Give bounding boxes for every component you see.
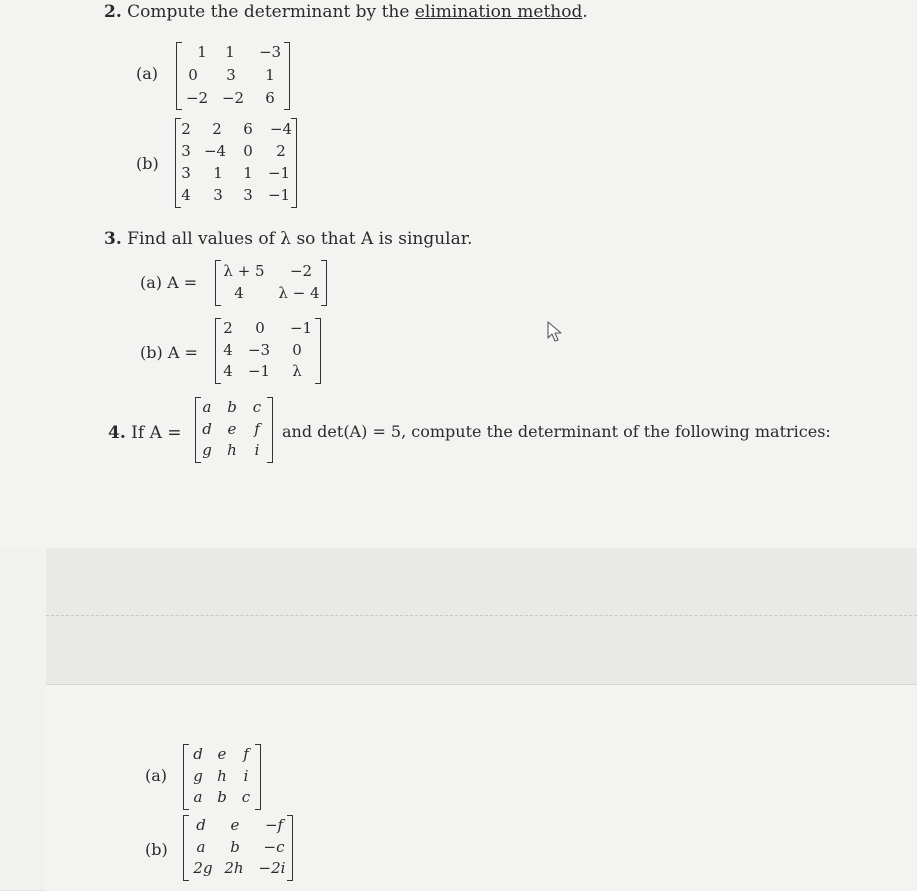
right-bracket (287, 815, 293, 881)
problem-2-period: . (582, 2, 588, 22)
matrix-cell: −4 (269, 120, 293, 138)
matrix-cell: λ − 4 (278, 284, 320, 302)
left-bracket (183, 744, 189, 810)
right-bracket (255, 744, 261, 810)
matrix-cell: 1 (197, 43, 207, 61)
matrix-cell: −4 (203, 142, 227, 160)
page-background (0, 548, 46, 890)
matrix-cell: i (254, 441, 260, 459)
problem-4a-label: (a) (145, 766, 168, 785)
problem-4-number: 4. (108, 423, 126, 443)
problem-2b-label: (b) (136, 154, 159, 173)
matrix-cell: λ + 5 (223, 262, 265, 280)
matrix-cell: λ (292, 362, 302, 380)
matrix-cell: e (230, 816, 240, 834)
matrix-cell: b (217, 788, 227, 806)
left-bracket (176, 42, 182, 110)
matrix-cell: 4 (234, 284, 244, 302)
matrix-cell: g (193, 767, 203, 785)
matrix-cell: 0 (188, 66, 198, 84)
matrix-cell: 3 (213, 186, 223, 204)
matrix-cell: g (202, 441, 212, 459)
problem-3a-label: (a) A = (140, 273, 198, 292)
matrix-cell: c (252, 398, 262, 416)
matrix-cell: d (202, 420, 212, 438)
matrix-cell: i (243, 767, 249, 785)
matrix-cell: −c (263, 838, 285, 856)
dashed-divider (46, 615, 917, 616)
matrix-4-A (195, 397, 273, 463)
matrix-2a (176, 42, 290, 110)
matrix-cell: 3 (243, 186, 253, 204)
matrix-cell: e (217, 745, 227, 763)
matrix-cell: −1 (247, 362, 271, 380)
left-bracket (195, 397, 201, 463)
matrix-cell: b (230, 838, 240, 856)
mouse-pointer-icon (546, 321, 564, 343)
matrix-cell: 6 (243, 120, 253, 138)
matrix-cell: −3 (258, 43, 282, 61)
matrix-cell: 2 (212, 120, 222, 138)
problem-3-heading (104, 229, 472, 249)
matrix-cell: 1 (243, 164, 253, 182)
matrix-cell: 2 (276, 142, 286, 160)
matrix-cell: −2 (289, 262, 313, 280)
matrix-cell: 1 (265, 66, 275, 84)
matrix-cell: 0 (243, 142, 253, 160)
matrix-cell: 4 (223, 341, 233, 359)
problem-2-heading (104, 2, 588, 22)
matrix-cell: 0 (292, 341, 302, 359)
matrix-cell: a (202, 398, 212, 416)
matrix-cell: −2 (185, 89, 209, 107)
matrix-cell: 3 (226, 66, 236, 84)
problem-3-number: 3. (104, 229, 122, 249)
right-bracket (315, 318, 321, 384)
matrix-cell: −1 (267, 164, 291, 182)
matrix-cell: −2 (221, 89, 245, 107)
left-bracket (215, 318, 221, 384)
matrix-cell: 6 (265, 89, 275, 107)
problem-2-number: 2. (104, 2, 122, 22)
problem-2-text: Compute the determinant by the (127, 2, 410, 22)
left-bracket (175, 118, 181, 208)
left-bracket (215, 260, 221, 306)
matrix-cell: d (196, 816, 206, 834)
matrix-cell: −3 (247, 341, 271, 359)
matrix-3b (215, 318, 321, 384)
problem-4-lead: If A = (131, 423, 182, 443)
matrix-2b (175, 118, 297, 208)
matrix-cell: h (217, 767, 227, 785)
problem-4b-label: (b) (145, 840, 168, 859)
elimination-method-link: elimination method (414, 2, 583, 22)
matrix-4b (183, 815, 293, 881)
matrix-cell: f (254, 420, 260, 438)
matrix-cell: 4 (223, 362, 233, 380)
matrix-cell: a (196, 838, 206, 856)
matrix-cell: e (227, 420, 237, 438)
matrix-cell: f (243, 745, 249, 763)
matrix-cell: h (227, 441, 237, 459)
matrix-cell: a (193, 788, 203, 806)
matrix-cell: 1 (213, 164, 223, 182)
problem-3-text: Find all values of λ so that A is singular. (127, 229, 473, 249)
matrix-cell: 3 (181, 142, 191, 160)
problem-4-text: and det(A) = 5, compute the determinant of the following matrices: (282, 422, 831, 441)
right-bracket (284, 42, 290, 110)
matrix-cell: −1 (267, 186, 291, 204)
problem-3b-label: (b) A = (140, 343, 198, 362)
problem-4-heading-lead (108, 423, 182, 443)
left-bracket (183, 815, 189, 881)
matrix-cell: −2i (258, 859, 286, 877)
matrix-cell: b (227, 398, 237, 416)
matrix-cell: 2 (223, 319, 233, 337)
matrix-cell: d (193, 745, 203, 763)
matrix-cell: 4 (181, 186, 191, 204)
matrix-cell: 0 (255, 319, 265, 337)
matrix-4a (183, 744, 261, 810)
matrix-cell: 2h (224, 859, 244, 877)
right-bracket (321, 260, 327, 306)
page-gap (46, 548, 917, 684)
matrix-3a (215, 260, 327, 306)
matrix-cell: 1 (225, 43, 235, 61)
matrix-cell: −f (264, 816, 284, 834)
problem-2a-label: (a) (136, 64, 159, 83)
matrix-cell: 2g (193, 859, 213, 877)
matrix-cell: 2 (181, 120, 191, 138)
matrix-cell: c (241, 788, 251, 806)
right-bracket (267, 397, 273, 463)
matrix-cell: −1 (289, 319, 313, 337)
matrix-cell: 3 (181, 164, 191, 182)
worksheet-page-bottom (46, 684, 917, 891)
